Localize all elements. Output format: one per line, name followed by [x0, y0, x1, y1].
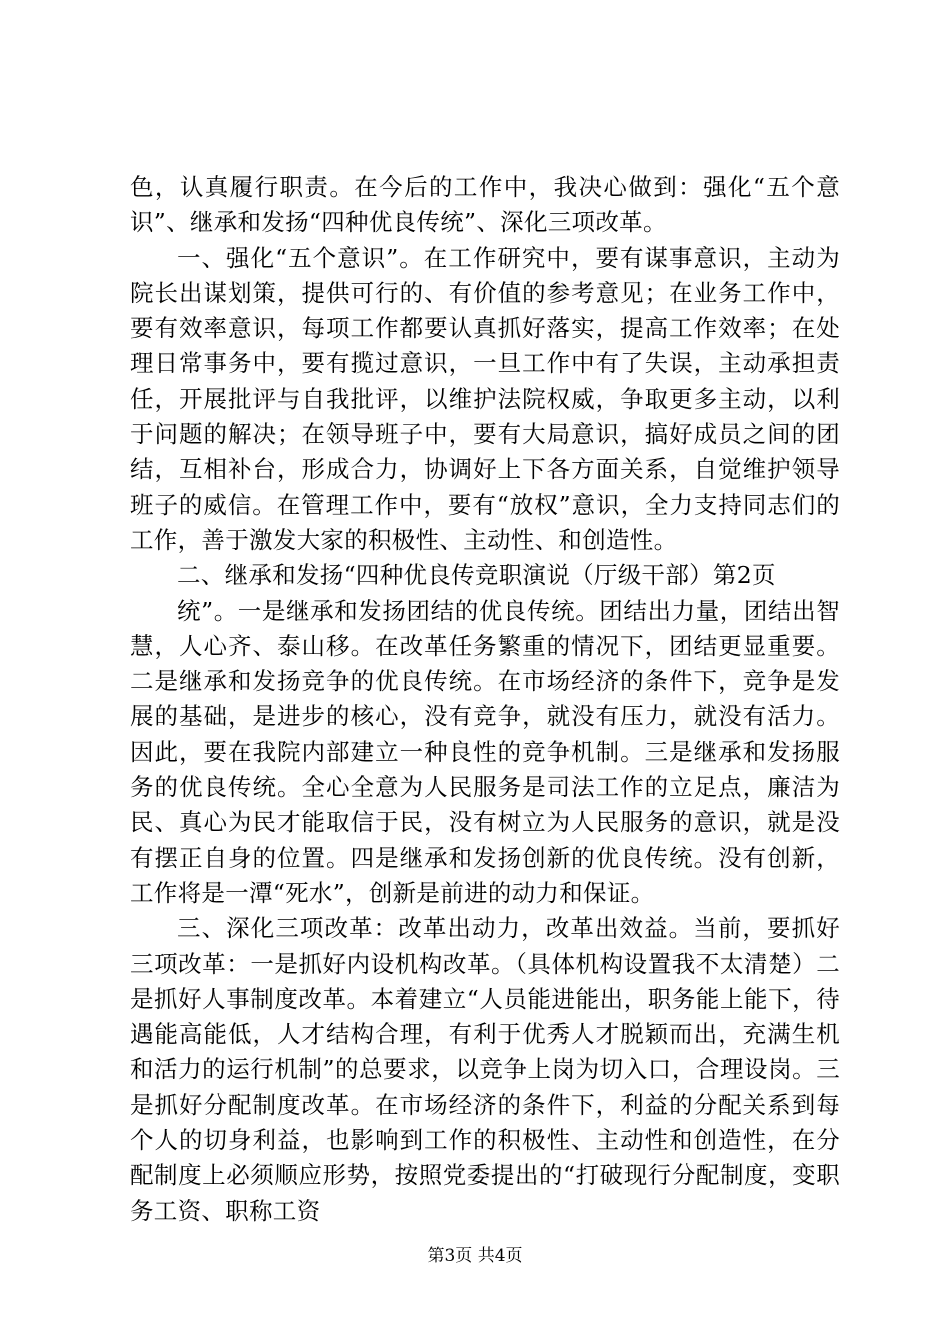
paragraph-2: 二、继承和发扬“四种优良传竞职演说（厅级干部）第2页: [177, 561, 776, 590]
paragraph-4: 三、深化三项改革：改革出动力，改革出效益。当前，要抓好三项改革：一是抓好内设机构改革。（具体机构设置我不太清楚）二是抓好人事制度改革。本着建立“人员能进能出，职务能上能下，待遇能高能低，人才结构合理，有利于优秀人才脱颖而出，充满生机和活力的运行机制”的总要求，以竞争上岗为切入口，合理设岗。三是抓好分配制度改革。在市场经济的条件下，利益的分配关系到每个人的切身利益，也影响到工作的积极性、主动性和创造性，在分配制度上必须顺应形势，按照党委提出的“打破现行分配制度，变职务工资、职称工资: [130, 914, 840, 1225]
page-footer: 第3页 共4页: [427, 1246, 523, 1266]
paragraph-0: 色，认真履行职责。在今后的工作中，我决心做到：强化“五个意识”、继承和发扬“四种优良传统”、深化三项改革。: [130, 173, 840, 237]
document-body: [130, 170, 840, 1229]
paragraph-3: 统”。一是继承和发扬团结的优良传统。团结出力量，团结出智慧，人心齐、泰山移。在改革任务繁重的情况下，团结更显重要。二是继承和发扬竞争的优良传统。在市场经济的条件下，竞争是发展的基础，是进步的核心，没有竞争，就没有压力，就没有活力。因此，要在我院内部建立一种良性的竞争机制。三是继承和发扬服务的优良传统。全心全意为人民服务是司法工作的立足点，廉洁为民、真心为民才能取信于民，没有树立为人民服务的意识，就是没有摆正自身的位置。四是继承和发扬创新的优良传统。没有创新，工作将是一潭“死水”，创新是前进的动力和保证。: [130, 596, 840, 907]
paragraph-1: 一、强化“五个意识”。在工作研究中，要有谋事意识，主动为院长出谋划策，提供可行的、有价值的参考意见；在业务工作中，要有效率意识，每项工作都要认真抓好落实，提高工作效率；在处理日常事务中，要有揽过意识，一旦工作中有了失误，主动承担责任，开展批评与自我批评，以维护法院权威，争取更多主动，以利于问题的解决；在领导班子中，要有大局意识，搞好成员之间的团结，互相补台，形成合力，协调好上下各方面关系，自觉维护领导班子的威信。在管理工作中，要有“放权”意识，全力支持同志们的工作，善于激发大家的积极性、主动性、和创造性。: [130, 243, 840, 554]
